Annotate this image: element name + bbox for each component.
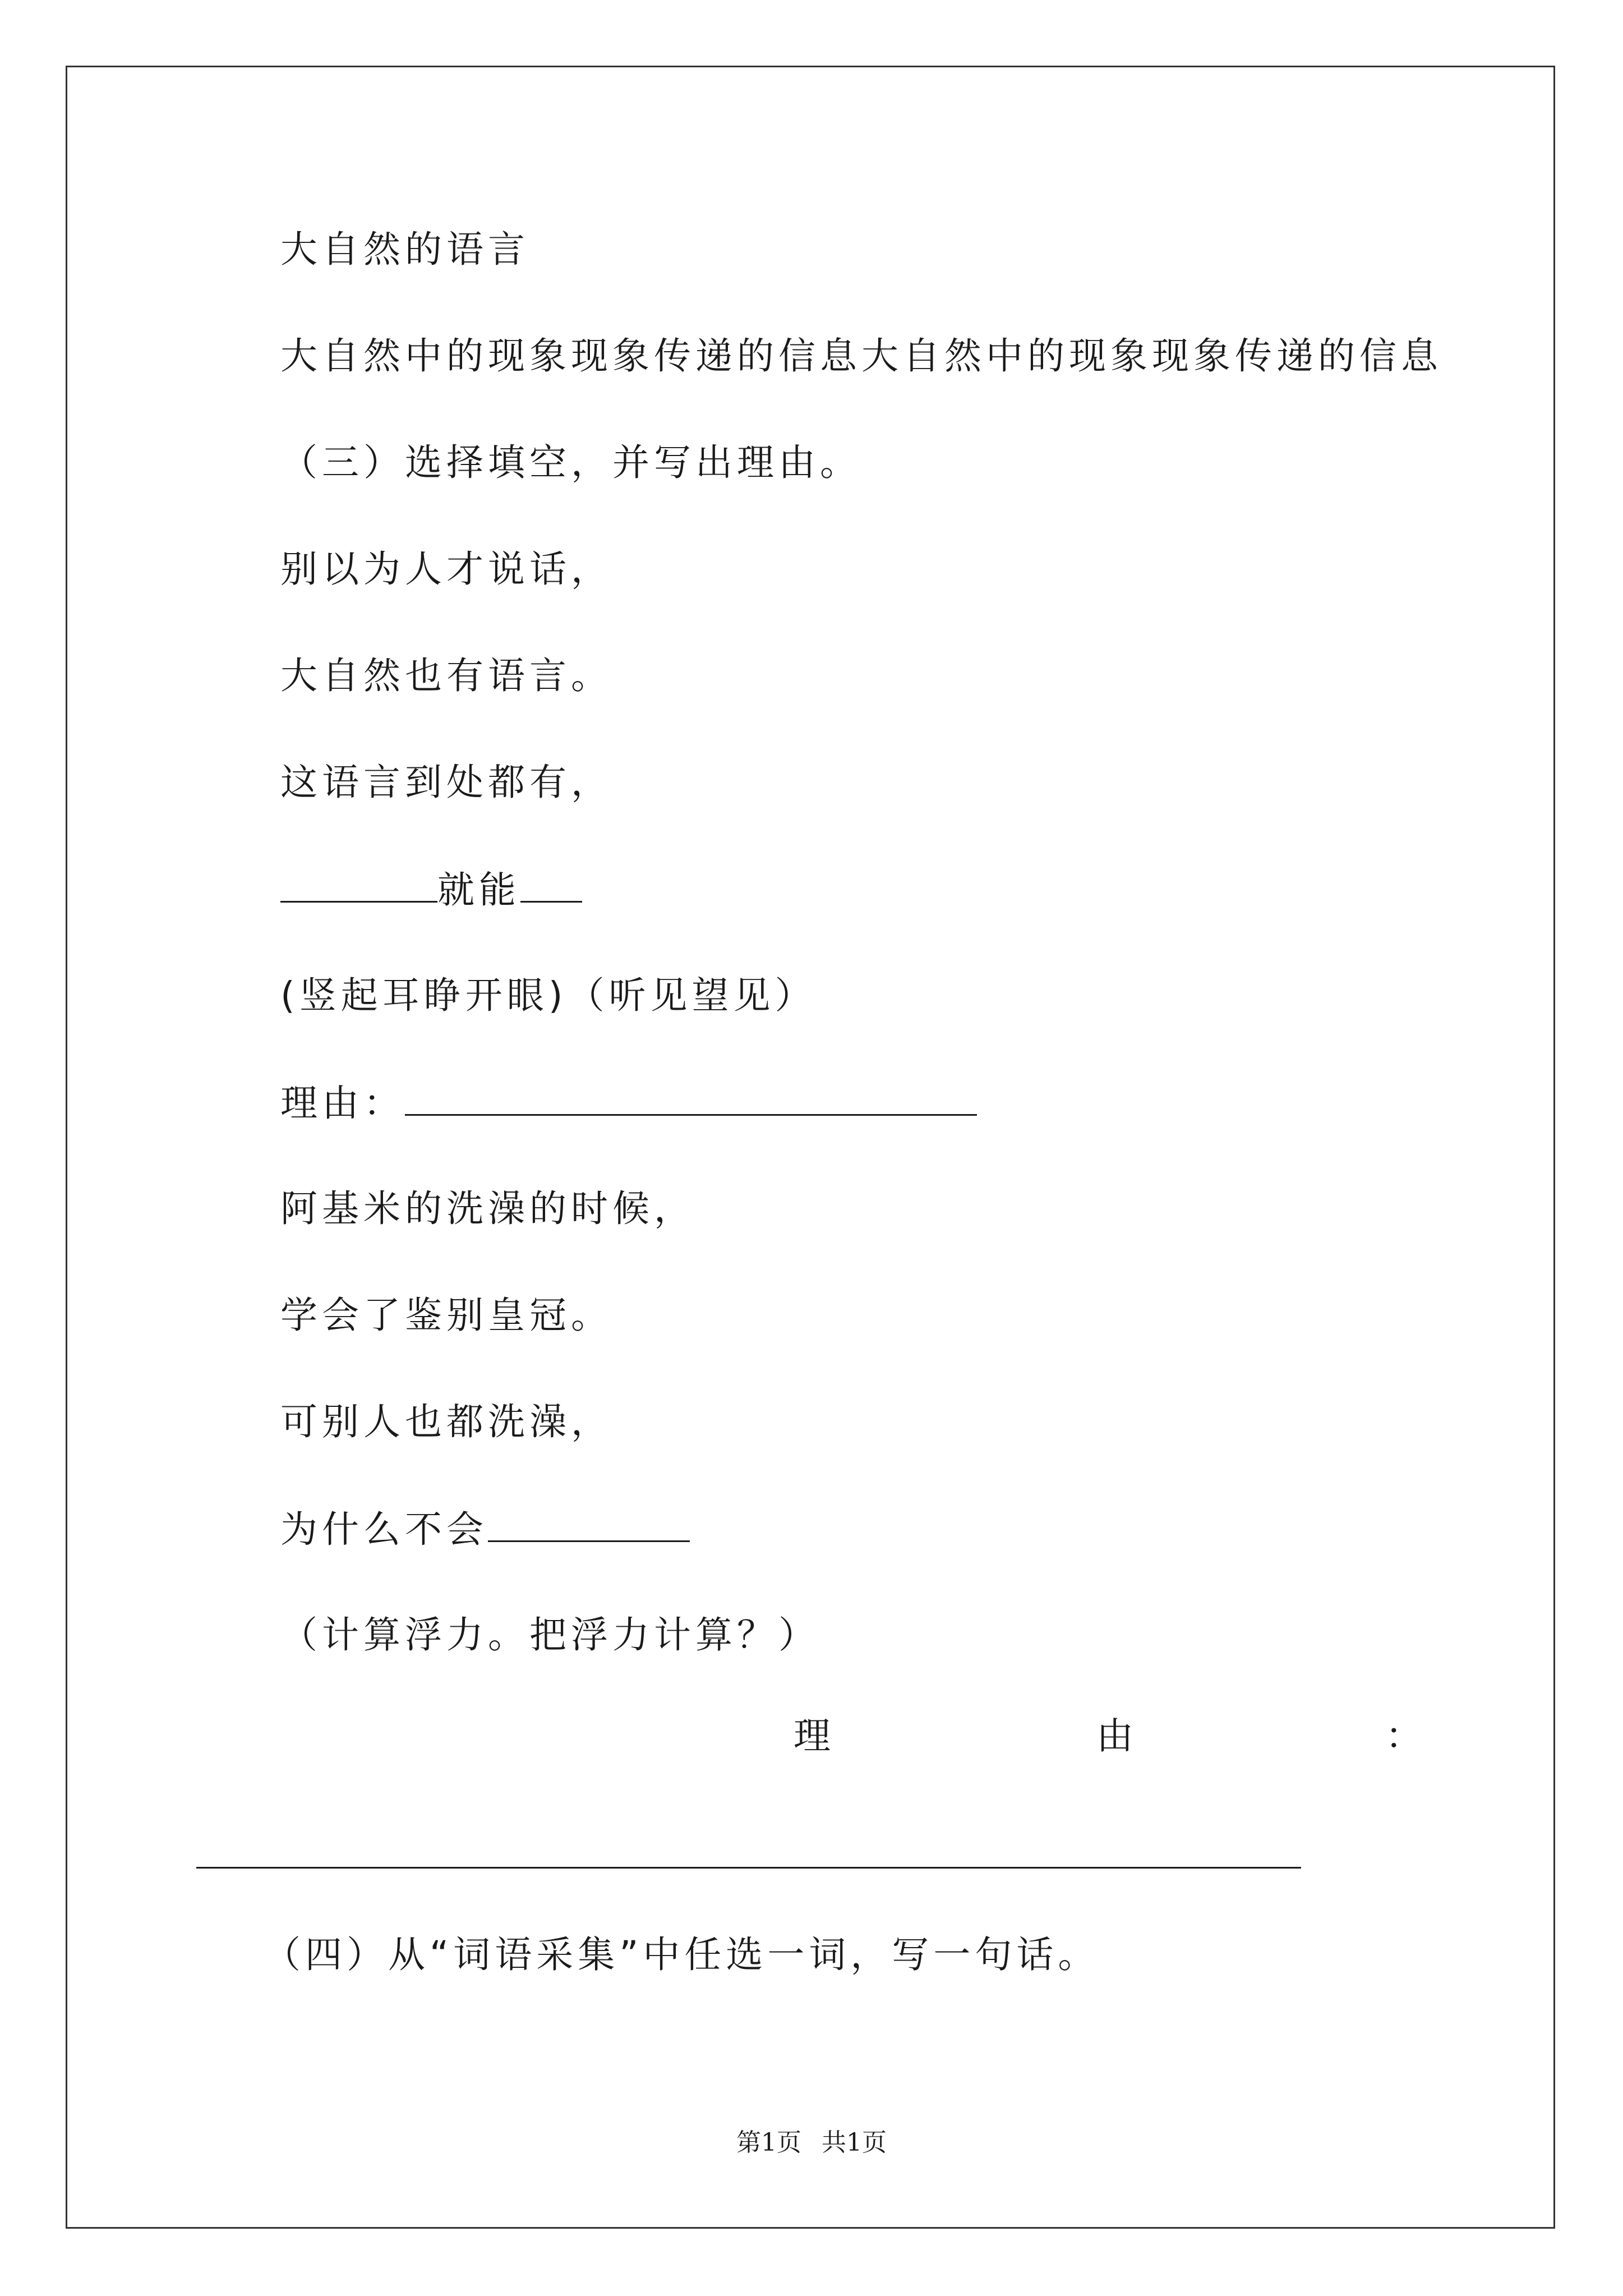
page-border bbox=[66, 66, 1555, 2229]
text-line-title: 大自然的语言 bbox=[280, 228, 529, 271]
text-line-options-2: （计算浮力。把浮力计算？） bbox=[280, 1613, 820, 1657]
text-line-poem-2: 大自然也有语言。 bbox=[280, 654, 612, 697]
answer-blank[interactable] bbox=[488, 1503, 690, 1542]
answer-blank[interactable] bbox=[280, 864, 437, 903]
text-line-poem-6: 可别人也都洗澡， bbox=[280, 1400, 612, 1443]
answer-line[interactable] bbox=[196, 1867, 1301, 1869]
text-line-section-three-heading: （三）选择填空，并写出理由。 bbox=[280, 441, 861, 484]
fill-blank-prefix: 为什么不会 bbox=[280, 1508, 488, 1551]
text-line-poem-5: 学会了鉴别皇冠。 bbox=[280, 1294, 612, 1337]
reason-colon: ： bbox=[1385, 1714, 1422, 1757]
answer-blank[interactable] bbox=[520, 864, 582, 903]
text-line-poem-4: 阿基米的洗澡的时候， bbox=[280, 1187, 695, 1230]
text-line-fill-blank-2 bbox=[280, 1503, 690, 1554]
text-line-reason-1 bbox=[280, 1077, 977, 1128]
reason-label: 理由： bbox=[280, 1082, 405, 1125]
text-line-section-four-heading: （四）从“词语采集”中任选一词，写一句话。 bbox=[264, 1933, 1100, 1976]
reason-char-2: 由 bbox=[1096, 1714, 1133, 1757]
text-line-poem-3: 这语言到处都有， bbox=[280, 761, 612, 804]
text-line-options-1: (竖起耳睁开眼)（听见望见） bbox=[280, 974, 817, 1017]
reason-char-1: 理 bbox=[794, 1714, 831, 1757]
text-line-nature-phenomena: 大自然中的现象现象传递的信息大自然中的现象现象传递的信息 bbox=[280, 334, 1442, 378]
answer-blank[interactable] bbox=[405, 1077, 977, 1116]
page-number: 第1页 bbox=[736, 2128, 801, 2157]
fill-blank-connector: 就能 bbox=[437, 868, 520, 912]
text-line-fill-blank-1 bbox=[280, 864, 582, 914]
total-pages: 共1页 bbox=[822, 2128, 887, 2157]
text-line-poem-1: 别以为人才说话， bbox=[280, 547, 612, 591]
page-footer bbox=[0, 2126, 1623, 2160]
